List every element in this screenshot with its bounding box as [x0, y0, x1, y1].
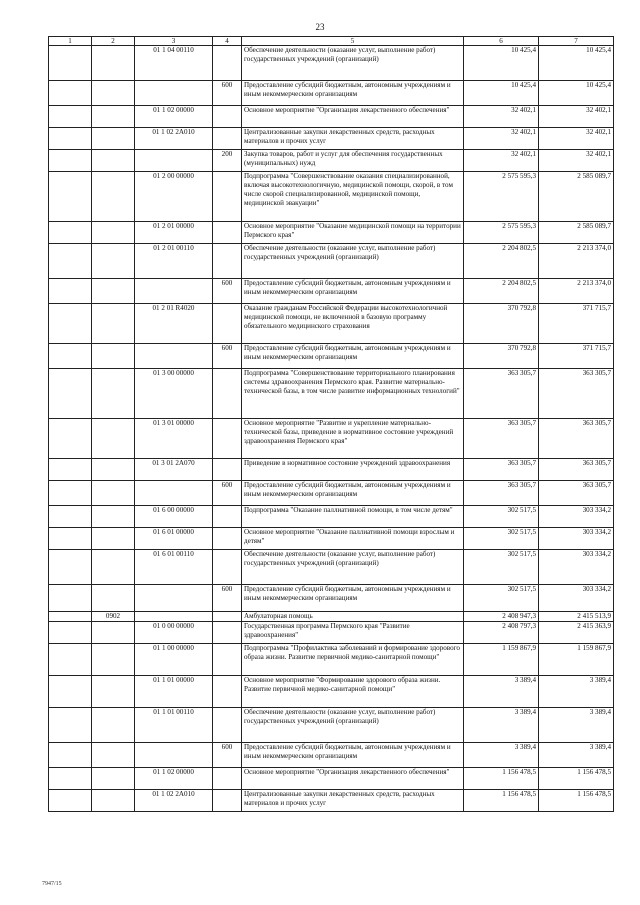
- cell-section-code: [92, 419, 135, 459]
- cell-col-1: [49, 244, 92, 279]
- cell-target-code: 01 2 01 00000: [135, 222, 213, 244]
- cell-expense-type: [213, 528, 242, 550]
- cell-expense-type: [213, 622, 242, 644]
- cell-amount-2: 363 305,7: [539, 369, 614, 419]
- header-col-3: 3: [135, 37, 213, 46]
- cell-name: Основное мероприятие "Формирование здорового образа жизни. Развитие первичной медико-санитарной помощи": [242, 676, 464, 708]
- cell-amount-1: 302 517,5: [464, 506, 539, 528]
- cell-col-1: [49, 676, 92, 708]
- cell-amount-2: 10 425,4: [539, 81, 614, 106]
- cell-target-code: 01 1 02 00000: [135, 106, 213, 128]
- table-row: [49, 459, 614, 481]
- cell-name: Государственная программа Пермского края "Развитие здравоохранения": [242, 622, 464, 644]
- cell-target-code: 01 3 01 00000: [135, 419, 213, 459]
- budget-table: [48, 36, 614, 812]
- cell-expense-type: [213, 304, 242, 344]
- cell-expense-type: [213, 244, 242, 279]
- table-body: [49, 46, 614, 812]
- cell-amount-1: 1 156 478,5: [464, 790, 539, 812]
- cell-section-code: [92, 644, 135, 676]
- cell-col-1: [49, 128, 92, 150]
- cell-section-code: [92, 708, 135, 743]
- cell-section-code: [92, 344, 135, 369]
- cell-expense-type: [213, 506, 242, 528]
- footer-code: 7947/15: [42, 881, 62, 887]
- cell-section-code: [92, 506, 135, 528]
- table-header-row: [49, 37, 614, 46]
- cell-amount-2: 363 305,7: [539, 459, 614, 481]
- cell-amount-2: 32 402,1: [539, 128, 614, 150]
- cell-name: Закупка товаров, работ и услуг для обеспечения государственных (муниципальных) нужд: [242, 150, 464, 172]
- cell-target-code: 01 3 01 2А070: [135, 459, 213, 481]
- cell-amount-2: 2 415 513,9: [539, 612, 614, 622]
- table-row: [49, 128, 614, 150]
- header-col-7: 7: [539, 37, 614, 46]
- cell-target-code: 01 1 00 00000: [135, 644, 213, 676]
- cell-expense-type: [213, 459, 242, 481]
- cell-amount-1: 2 204 802,5: [464, 244, 539, 279]
- cell-name: Обеспечение деятельности (оказание услуг, выполнение работ) государственных учреждений (организаций): [242, 550, 464, 585]
- cell-amount-1: 32 402,1: [464, 106, 539, 128]
- cell-target-code: 01 6 00 00000: [135, 506, 213, 528]
- cell-amount-2: 3 389,4: [539, 743, 614, 768]
- cell-section-code: [92, 622, 135, 644]
- cell-target-code: 01 6 01 00000: [135, 528, 213, 550]
- header-col-4: 4: [213, 37, 242, 46]
- table-row: [49, 46, 614, 81]
- cell-expense-type: 200: [213, 150, 242, 172]
- cell-name: Оказание гражданам Российской Федерации высокотехнологичной медицинской помощи, не включенной в базовую программу обязательного медицинского страхования: [242, 304, 464, 344]
- cell-amount-2: 1 156 478,5: [539, 768, 614, 790]
- cell-amount-2: 1 159 867,9: [539, 644, 614, 676]
- table-row: [49, 279, 614, 304]
- cell-target-code: 01 1 02 2А010: [135, 128, 213, 150]
- cell-amount-2: 32 402,1: [539, 106, 614, 128]
- cell-amount-1: 1 156 478,5: [464, 768, 539, 790]
- cell-section-code: [92, 172, 135, 222]
- cell-amount-1: 32 402,1: [464, 128, 539, 150]
- cell-col-1: [49, 46, 92, 81]
- table-row: [49, 743, 614, 768]
- header-col-1: 1: [49, 37, 92, 46]
- cell-expense-type: [213, 128, 242, 150]
- cell-amount-1: 3 389,4: [464, 676, 539, 708]
- cell-target-code: 01 1 01 00000: [135, 676, 213, 708]
- cell-col-1: [49, 708, 92, 743]
- cell-name: Приведение в нормативное состояние учреждений здравоохранения: [242, 459, 464, 481]
- cell-amount-1: 363 305,7: [464, 419, 539, 459]
- cell-col-1: [49, 304, 92, 344]
- cell-col-1: [49, 279, 92, 304]
- cell-col-1: [49, 369, 92, 419]
- cell-target-code: 01 1 01 00110: [135, 708, 213, 743]
- cell-expense-type: [213, 768, 242, 790]
- cell-amount-1: 2 575 595,3: [464, 222, 539, 244]
- cell-target-code: [135, 279, 213, 304]
- cell-section-code: [92, 550, 135, 585]
- cell-expense-type: 600: [213, 81, 242, 106]
- header-col-5: 5: [242, 37, 464, 46]
- cell-amount-1: 363 305,7: [464, 481, 539, 506]
- cell-section-code: 0902: [92, 612, 135, 622]
- cell-section-code: [92, 459, 135, 481]
- cell-name: Основное мероприятие "Оказание медицинской помощи на территории Пермского края": [242, 222, 464, 244]
- cell-amount-2: 2 585 089,7: [539, 222, 614, 244]
- cell-section-code: [92, 244, 135, 279]
- cell-name: Подпрограмма "Оказание паллиативной помощи, в том числе детям": [242, 506, 464, 528]
- cell-col-1: [49, 790, 92, 812]
- cell-expense-type: [213, 369, 242, 419]
- cell-amount-1: 3 389,4: [464, 708, 539, 743]
- cell-col-1: [49, 768, 92, 790]
- cell-amount-2: 303 334,2: [539, 528, 614, 550]
- table-row: [49, 344, 614, 369]
- cell-name: Обеспечение деятельности (оказание услуг, выполнение работ) государственных учреждений (организаций): [242, 708, 464, 743]
- cell-amount-2: 10 425,4: [539, 46, 614, 81]
- cell-amount-1: 1 159 867,9: [464, 644, 539, 676]
- cell-amount-1: 10 425,4: [464, 46, 539, 81]
- header-col-6: 6: [464, 37, 539, 46]
- cell-target-code: [135, 743, 213, 768]
- cell-target-code: [135, 344, 213, 369]
- table-row: [49, 585, 614, 612]
- cell-name: Основное мероприятие "Развитие и укрепление материально-технической базы, приведение в нормативное состояние учреждений здравоохранения Пермского края": [242, 419, 464, 459]
- table-row: [49, 481, 614, 506]
- cell-col-1: [49, 550, 92, 585]
- cell-amount-1: 302 517,5: [464, 528, 539, 550]
- cell-name: Амбулаторная помощь: [242, 612, 464, 622]
- cell-section-code: [92, 150, 135, 172]
- cell-name: Централизованные закупки лекарственных средств, расходных материалов и прочих услуг: [242, 128, 464, 150]
- cell-col-1: [49, 644, 92, 676]
- cell-amount-1: 363 305,7: [464, 459, 539, 481]
- cell-target-code: 01 0 00 00000: [135, 622, 213, 644]
- cell-name: Подпрограмма "Совершенствование оказания специализированной, включая высокотехнологичную, медицинской помощи, скорой, в том числе скорой специализированной, медицинской помощи, медицинской эвакуации": [242, 172, 464, 222]
- cell-col-1: [49, 612, 92, 622]
- table-row: [49, 369, 614, 419]
- cell-expense-type: [213, 644, 242, 676]
- cell-expense-type: [213, 550, 242, 585]
- table-row: [49, 676, 614, 708]
- cell-section-code: [92, 222, 135, 244]
- cell-section-code: [92, 128, 135, 150]
- cell-amount-1: 3 389,4: [464, 743, 539, 768]
- cell-section-code: [92, 743, 135, 768]
- cell-section-code: [92, 768, 135, 790]
- cell-col-1: [49, 419, 92, 459]
- cell-section-code: [92, 304, 135, 344]
- cell-expense-type: [213, 790, 242, 812]
- cell-col-1: [49, 585, 92, 612]
- table-row: [49, 304, 614, 344]
- cell-expense-type: [213, 676, 242, 708]
- table-row: [49, 550, 614, 585]
- cell-col-1: [49, 150, 92, 172]
- cell-name: Централизованные закупки лекарственных средств, расходных материалов и прочих услуг: [242, 790, 464, 812]
- table-row: [49, 644, 614, 676]
- cell-col-1: [49, 622, 92, 644]
- cell-section-code: [92, 790, 135, 812]
- cell-section-code: [92, 585, 135, 612]
- cell-col-1: [49, 743, 92, 768]
- cell-section-code: [92, 81, 135, 106]
- table-row: [49, 244, 614, 279]
- cell-amount-2: 3 389,4: [539, 708, 614, 743]
- cell-expense-type: [213, 106, 242, 128]
- cell-expense-type: 600: [213, 279, 242, 304]
- cell-name: Основное мероприятие "Организация лекарственного обеспечения": [242, 106, 464, 128]
- cell-amount-2: 2 213 374,0: [539, 244, 614, 279]
- cell-amount-2: 2 415 363,9: [539, 622, 614, 644]
- cell-section-code: [92, 481, 135, 506]
- cell-expense-type: [213, 612, 242, 622]
- cell-amount-1: 2 408 947,3: [464, 612, 539, 622]
- cell-target-code: 01 1 04 00110: [135, 46, 213, 81]
- cell-expense-type: [213, 222, 242, 244]
- table-row: [49, 790, 614, 812]
- page-number: 23: [315, 22, 325, 32]
- cell-amount-1: 302 517,5: [464, 585, 539, 612]
- table-row: [49, 622, 614, 644]
- cell-amount-1: 2 408 797,3: [464, 622, 539, 644]
- cell-target-code: [135, 585, 213, 612]
- cell-amount-1: 363 305,7: [464, 369, 539, 419]
- cell-name: Предоставление субсидий бюджетным, автономным учреждениям и иным некоммерческим организациям: [242, 743, 464, 768]
- cell-section-code: [92, 676, 135, 708]
- cell-amount-1: 10 425,4: [464, 81, 539, 106]
- cell-section-code: [92, 369, 135, 419]
- table-row: [49, 768, 614, 790]
- cell-target-code: [135, 150, 213, 172]
- cell-name: Предоставление субсидий бюджетным, автономным учреждениям и иным некоммерческим организациям: [242, 344, 464, 369]
- cell-col-1: [49, 481, 92, 506]
- table-row: [49, 708, 614, 743]
- cell-amount-2: 303 334,2: [539, 550, 614, 585]
- cell-amount-2: 371 715,7: [539, 344, 614, 369]
- cell-amount-2: 2 213 374,0: [539, 279, 614, 304]
- cell-target-code: 01 2 01 00110: [135, 244, 213, 279]
- cell-target-code: 01 2 00 00000: [135, 172, 213, 222]
- table-row: [49, 222, 614, 244]
- cell-target-code: 01 3 00 00000: [135, 369, 213, 419]
- cell-amount-1: 302 517,5: [464, 550, 539, 585]
- cell-col-1: [49, 106, 92, 128]
- cell-section-code: [92, 46, 135, 81]
- cell-name: Предоставление субсидий бюджетным, автономным учреждениям и иным некоммерческим организациям: [242, 279, 464, 304]
- cell-name: Подпрограмма "Профилактика заболеваний и формирование здорового образа жизни. Развитие первичной медико-санитарной помощи": [242, 644, 464, 676]
- cell-expense-type: 600: [213, 743, 242, 768]
- cell-name: Основное мероприятие "Организация лекарственного обеспечения": [242, 768, 464, 790]
- cell-amount-1: 2 575 595,3: [464, 172, 539, 222]
- table-row: [49, 419, 614, 459]
- cell-amount-2: 2 585 089,7: [539, 172, 614, 222]
- cell-amount-2: 3 389,4: [539, 676, 614, 708]
- cell-amount-1: 370 792,8: [464, 344, 539, 369]
- cell-target-code: [135, 481, 213, 506]
- cell-amount-2: 32 402,1: [539, 150, 614, 172]
- cell-name: Подпрограмма "Совершенствование территориального планирования системы здравоохранения Пермского края. Развитие материально-технической базы, в том числе развитие информационных технологий": [242, 369, 464, 419]
- cell-expense-type: [213, 419, 242, 459]
- table-row: [49, 172, 614, 222]
- cell-name: Предоставление субсидий бюджетным, автономным учреждениям и иным некоммерческим организациям: [242, 81, 464, 106]
- table-row: [49, 106, 614, 128]
- cell-target-code: [135, 612, 213, 622]
- cell-amount-1: 2 204 802,5: [464, 279, 539, 304]
- cell-col-1: [49, 222, 92, 244]
- cell-col-1: [49, 344, 92, 369]
- table-row: [49, 506, 614, 528]
- cell-expense-type: [213, 46, 242, 81]
- table-row: [49, 150, 614, 172]
- cell-name: Обеспечение деятельности (оказание услуг, выполнение работ) государственных учреждений (организаций): [242, 46, 464, 81]
- cell-col-1: [49, 81, 92, 106]
- cell-amount-1: 32 402,1: [464, 150, 539, 172]
- cell-col-1: [49, 459, 92, 481]
- cell-target-code: 01 2 01 R4020: [135, 304, 213, 344]
- cell-amount-2: 303 334,2: [539, 585, 614, 612]
- cell-section-code: [92, 106, 135, 128]
- cell-expense-type: 600: [213, 344, 242, 369]
- cell-name: Предоставление субсидий бюджетным, автономным учреждениям и иным некоммерческим организациям: [242, 481, 464, 506]
- cell-amount-2: 1 156 478,5: [539, 790, 614, 812]
- cell-col-1: [49, 172, 92, 222]
- cell-target-code: 01 1 02 2А010: [135, 790, 213, 812]
- cell-section-code: [92, 528, 135, 550]
- table-row: [49, 612, 614, 622]
- cell-col-1: [49, 528, 92, 550]
- cell-amount-2: 303 334,2: [539, 506, 614, 528]
- cell-target-code: 01 1 02 00000: [135, 768, 213, 790]
- cell-amount-2: 371 715,7: [539, 304, 614, 344]
- cell-expense-type: [213, 172, 242, 222]
- cell-amount-2: 363 305,7: [539, 419, 614, 459]
- cell-name: Основное мероприятие "Оказание паллиативной помощи взрослым и детям": [242, 528, 464, 550]
- table-row: [49, 81, 614, 106]
- cell-section-code: [92, 279, 135, 304]
- header-col-2: 2: [92, 37, 135, 46]
- cell-name: Обеспечение деятельности (оказание услуг, выполнение работ) государственных учреждений (организаций): [242, 244, 464, 279]
- cell-amount-2: 363 305,7: [539, 481, 614, 506]
- cell-col-1: [49, 506, 92, 528]
- table-row: [49, 528, 614, 550]
- cell-amount-1: 370 792,8: [464, 304, 539, 344]
- cell-target-code: 01 6 01 00110: [135, 550, 213, 585]
- cell-name: Предоставление субсидий бюджетным, автономным учреждениям и иным некоммерческим организациям: [242, 585, 464, 612]
- cell-expense-type: 600: [213, 481, 242, 506]
- cell-expense-type: 600: [213, 585, 242, 612]
- cell-expense-type: [213, 708, 242, 743]
- cell-target-code: [135, 81, 213, 106]
